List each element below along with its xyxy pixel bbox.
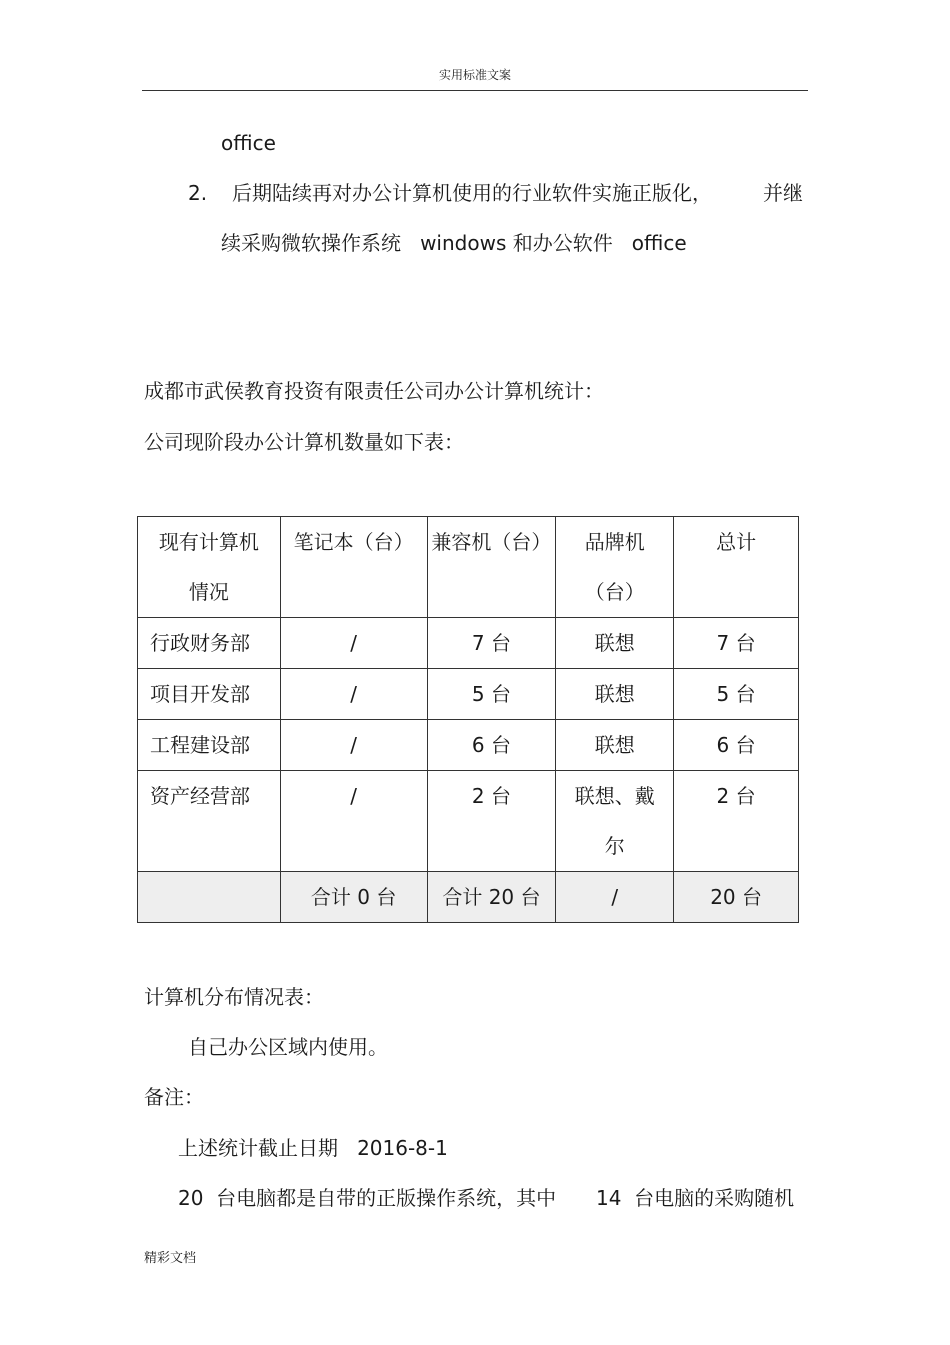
computer-stats-table bbox=[137, 516, 799, 923]
company-stat-heading: 成都市武侯教育投资有限责任公司办公计算机统计： bbox=[144, 379, 604, 403]
item2-number: 2. bbox=[188, 181, 208, 205]
table-row bbox=[138, 771, 799, 872]
header-compatible: 兼容机（台） bbox=[427, 517, 556, 618]
header-brand-line2: （台） bbox=[584, 580, 645, 604]
header-situation bbox=[138, 517, 281, 618]
cell-compatible: 2 台 bbox=[427, 771, 556, 872]
cell-compatible: 6 台 bbox=[427, 720, 556, 771]
distribution-title: 计算机分布情况表： bbox=[144, 985, 324, 1009]
page-header: 实用标准文案 bbox=[438, 68, 511, 82]
header-rule bbox=[142, 90, 808, 91]
table-header-row bbox=[138, 517, 799, 618]
header-brand-line1: 品牌机 bbox=[584, 530, 645, 554]
header-situation-line2: 情况 bbox=[188, 580, 229, 604]
cell-dept: 工程建设部 bbox=[138, 720, 281, 771]
office-line: office bbox=[221, 131, 276, 155]
sum-total: 20 台 bbox=[674, 872, 799, 923]
cell-compatible: 7 台 bbox=[427, 618, 556, 669]
cell-brand: 联想 bbox=[556, 720, 674, 771]
header-situation-line1: 现有计算机 bbox=[158, 530, 259, 554]
table-row bbox=[138, 618, 799, 669]
cell-dept: 项目开发部 bbox=[138, 669, 281, 720]
table-row bbox=[138, 669, 799, 720]
cell-total: 2 台 bbox=[674, 771, 799, 872]
sum-dept bbox=[138, 872, 281, 923]
notes-line1: 上述统计截止日期 2016-8-1 bbox=[178, 1136, 448, 1160]
table-sum-row bbox=[138, 872, 799, 923]
cell-brand bbox=[556, 771, 674, 872]
cell-brand-line1: 联想、戴 bbox=[574, 784, 655, 808]
table-row bbox=[138, 720, 799, 771]
sum-brand: / bbox=[556, 872, 674, 923]
item2-text-tail: 并继 bbox=[763, 181, 803, 205]
item2-continuation: 续采购微软操作系统 windows 和办公软件 office bbox=[221, 231, 687, 255]
distribution-text: 自己办公区域内使用。 bbox=[188, 1035, 388, 1059]
sum-compatible: 合计 20 台 bbox=[427, 872, 556, 923]
cell-compatible: 5 台 bbox=[427, 669, 556, 720]
sum-laptop: 合计 0 台 bbox=[280, 872, 427, 923]
cell-dept: 资产经营部 bbox=[138, 771, 281, 872]
cell-laptop: / bbox=[280, 669, 427, 720]
header-total: 总计 bbox=[674, 517, 799, 618]
page-footer: 精彩文档 bbox=[144, 1251, 197, 1266]
cell-laptop: / bbox=[280, 771, 427, 872]
cell-brand-line2: 尔 bbox=[604, 834, 625, 858]
cell-total: 7 台 bbox=[674, 618, 799, 669]
cell-laptop: / bbox=[280, 618, 427, 669]
cell-total: 6 台 bbox=[674, 720, 799, 771]
header-brand bbox=[556, 517, 674, 618]
cell-dept: 行政财务部 bbox=[138, 618, 281, 669]
cell-brand: 联想 bbox=[556, 669, 674, 720]
item2-text: 后期陆续再对办公计算机使用的行业软件实施正版化， bbox=[232, 181, 712, 205]
header-laptop: 笔记本（台） bbox=[280, 517, 427, 618]
cell-total: 5 台 bbox=[674, 669, 799, 720]
table-intro: 公司现阶段办公计算机数量如下表： bbox=[144, 430, 464, 454]
cell-brand: 联想 bbox=[556, 618, 674, 669]
cell-laptop: / bbox=[280, 720, 427, 771]
notes-title: 备注： bbox=[144, 1085, 204, 1109]
notes-line2-tail: 14 台电脑的采购随机 bbox=[596, 1186, 795, 1210]
notes-line2: 20 台电脑都是自带的正版操作系统，其中 bbox=[178, 1186, 557, 1210]
